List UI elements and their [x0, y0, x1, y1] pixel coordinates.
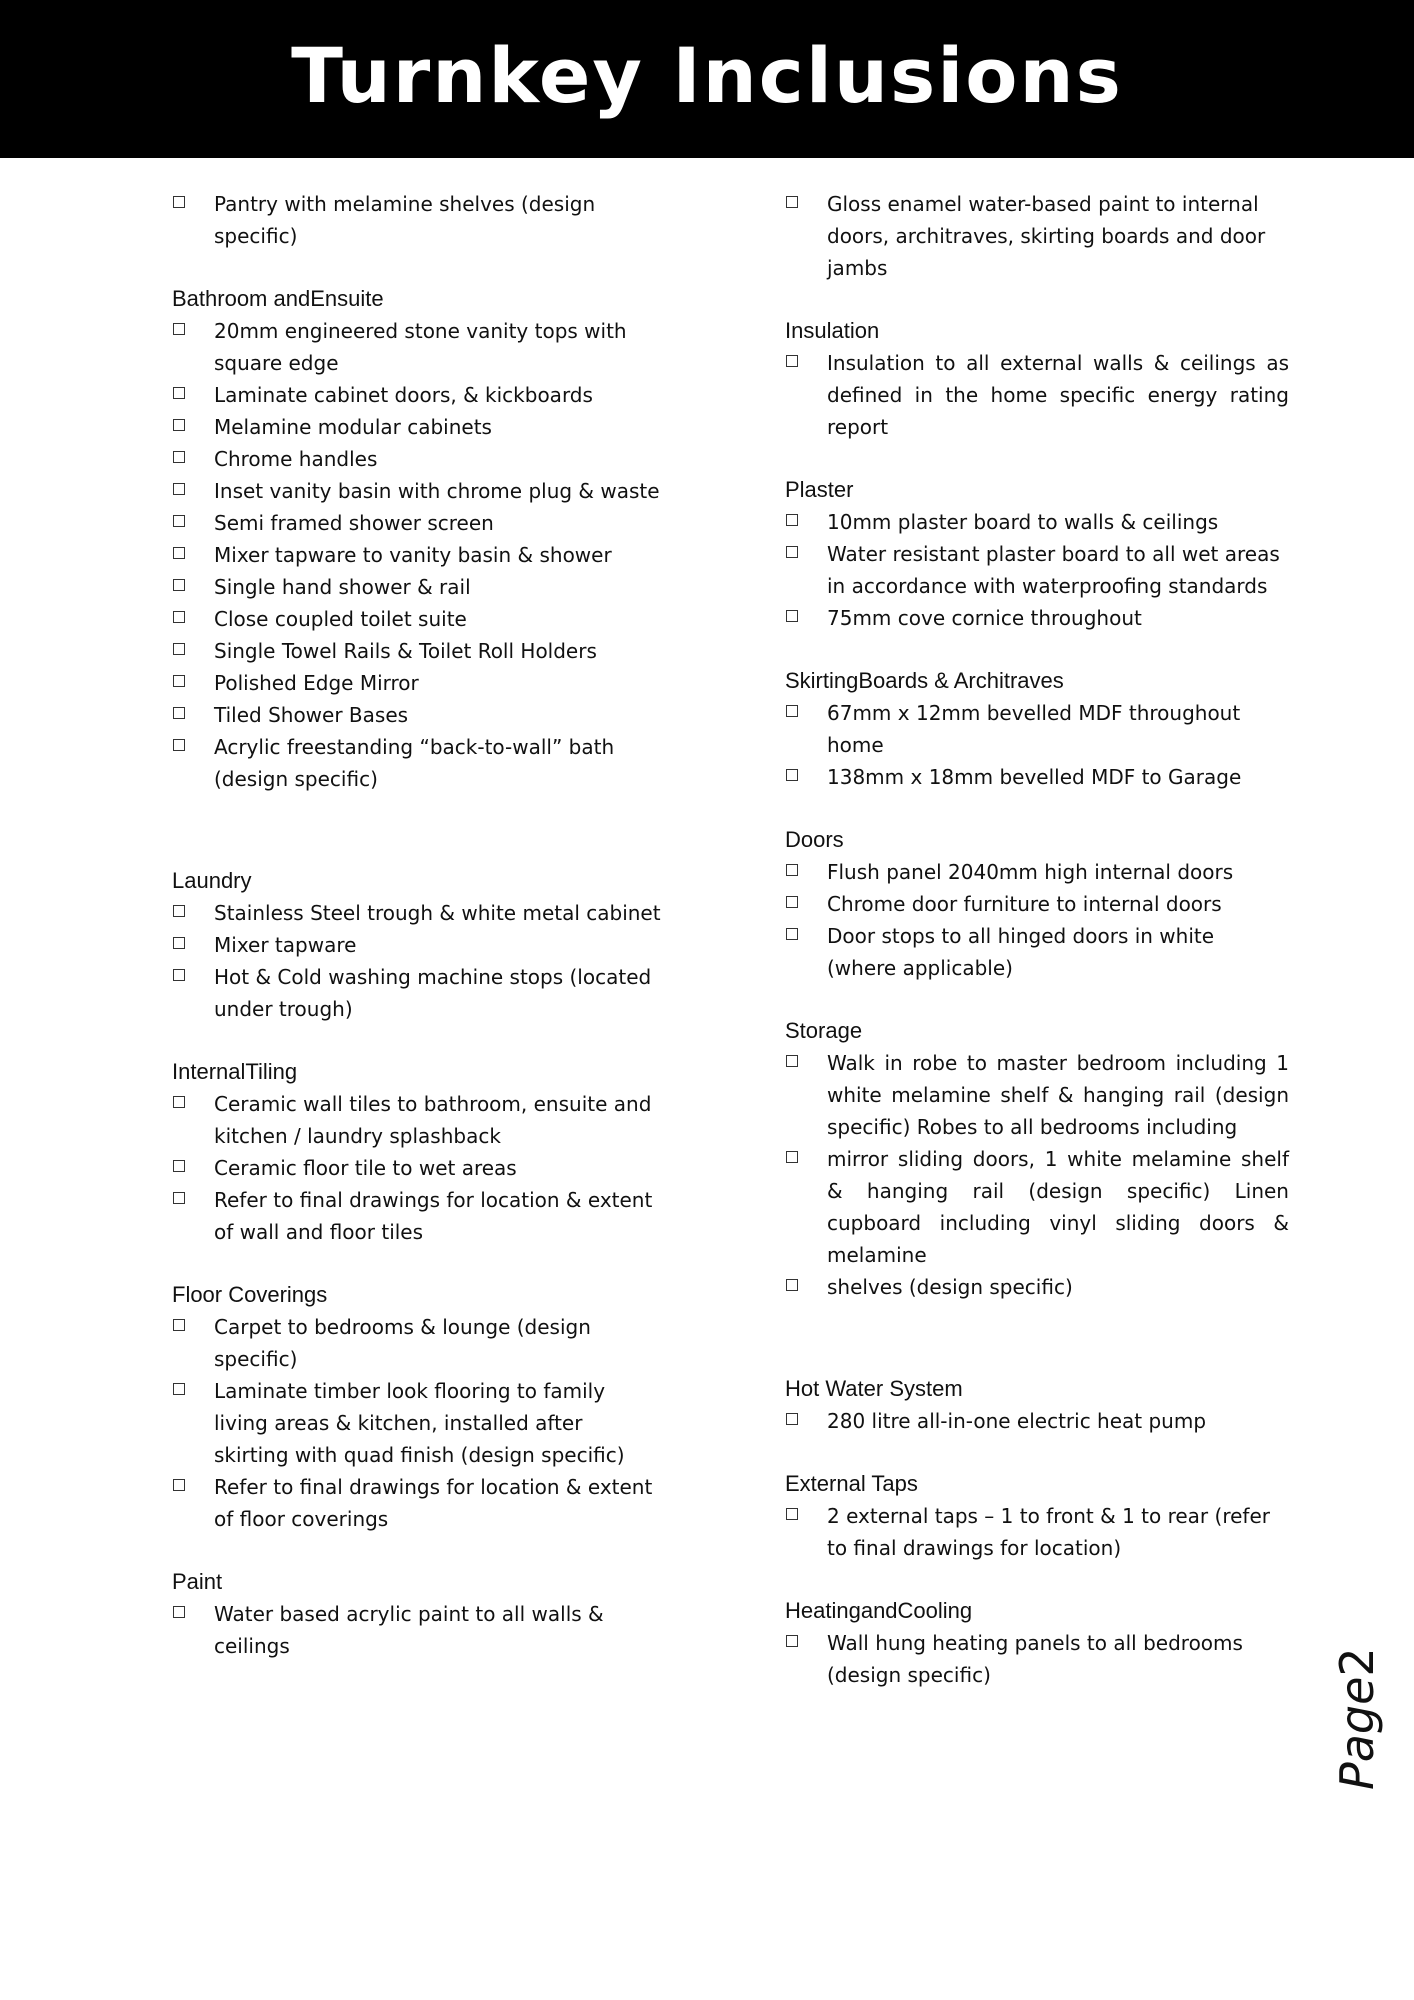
- checklist-item: Single Towel Rails & Toilet Roll Holders: [172, 635, 662, 667]
- checkbox-icon: [173, 1383, 185, 1395]
- section-heading: Plaster: [785, 477, 854, 502]
- checkbox-icon: [173, 1160, 185, 1172]
- section-internal-tiling: [172, 1056, 662, 1248]
- section-heading: SkirtingBoards & Architraves: [785, 668, 1064, 693]
- checkbox-icon: [173, 707, 185, 719]
- checklist-item: Door stops to all hinged doors in white (where applicable): [785, 920, 1289, 984]
- checkbox-icon: [786, 1635, 798, 1647]
- checklist-item: Stainless Steel trough & white metal cabinet: [172, 897, 662, 929]
- checklist-item: Semi framed shower screen: [172, 507, 662, 539]
- section-storage: [785, 1015, 1289, 1303]
- section-heading: External Taps: [785, 1471, 918, 1496]
- checklist-item: 75mm cove cornice throughout: [785, 602, 1289, 634]
- checklist-item: mirror sliding doors, 1 white melamine shelf & hanging rail (design specific) Linen cupboard including vinyl sliding doors & melamine: [785, 1143, 1289, 1271]
- checkbox-icon: [173, 451, 185, 463]
- checkbox-icon: [173, 196, 185, 208]
- section-laundry: [172, 865, 662, 1025]
- checkbox-icon: [173, 611, 185, 623]
- checkbox-icon: [173, 643, 185, 655]
- checklist-item: 20mm engineered stone vanity tops with square edge: [172, 315, 662, 379]
- checklist-item: Laminate timber look flooring to family living areas & kitchen, installed after skirting with quad finish (design specific): [172, 1375, 662, 1471]
- section-heading: Paint: [172, 1569, 223, 1594]
- checklist-item: Laminate cabinet doors, & kickboards: [172, 379, 662, 411]
- checklist-item: Hot & Cold washing machine stops (located under trough): [172, 961, 662, 1025]
- checkbox-icon: [173, 739, 185, 751]
- section-heading: Bathroom andEnsuite: [172, 286, 384, 311]
- checklist-item: Refer to final drawings for location & extent of wall and floor tiles: [172, 1184, 662, 1248]
- section-heading: Storage: [785, 1018, 863, 1043]
- checkbox-icon: [786, 1508, 798, 1520]
- checkbox-icon: [173, 1606, 185, 1618]
- checklist-item: 280 litre all-in-one electric heat pump: [785, 1405, 1289, 1437]
- checklist-item: Polished Edge Mirror: [172, 667, 662, 699]
- checkbox-icon: [786, 1279, 798, 1291]
- checklist-item: Wall hung heating panels to all bedrooms (design specific): [785, 1627, 1289, 1691]
- checkbox-icon: [786, 896, 798, 908]
- checklist-item: Mixer tapware to vanity basin & shower: [172, 539, 662, 571]
- checklist-item: Tiled Shower Bases: [172, 699, 662, 731]
- checklist-item: Ceramic wall tiles to bathroom, ensuite and kitchen / laundry splashback: [172, 1088, 662, 1152]
- checkbox-icon: [173, 419, 185, 431]
- checklist-item: Mixer tapware: [172, 929, 662, 961]
- section-heading: Hot Water System: [785, 1376, 963, 1401]
- section-heading: Insulation: [785, 318, 880, 343]
- checkbox-icon: [173, 323, 185, 335]
- section-plaster: [785, 474, 1289, 634]
- checkbox-icon: [173, 483, 185, 495]
- section-skirting: [785, 665, 1289, 793]
- section-external-taps: [785, 1468, 1289, 1564]
- page-title: Turnkey Inclusions: [291, 30, 1123, 120]
- checkbox-icon: [786, 514, 798, 526]
- section-paint-continued: [785, 188, 1289, 284]
- page-label: Page: [1330, 1676, 1384, 1790]
- section-floor-coverings: [172, 1279, 662, 1535]
- checkbox-icon: [173, 515, 185, 527]
- checkbox-icon: [173, 969, 185, 981]
- checklist-item: 138mm x 18mm bevelled MDF to Garage: [785, 761, 1289, 793]
- checkbox-icon: [786, 1413, 798, 1425]
- checkbox-icon: [786, 928, 798, 940]
- right-column: [785, 188, 1289, 1722]
- checklist-item: Inset vanity basin with chrome plug & waste: [172, 475, 662, 507]
- section-heating-cooling: [785, 1595, 1289, 1691]
- page-header: [0, 0, 1414, 158]
- checkbox-icon: [173, 1479, 185, 1491]
- checkbox-icon: [786, 705, 798, 717]
- section-insulation: [785, 315, 1289, 443]
- left-column: [172, 188, 662, 1693]
- checkbox-icon: [786, 546, 798, 558]
- checklist-item: Water based acrylic paint to all walls & ceilings: [172, 1598, 662, 1662]
- page-number-value: 2: [1330, 1647, 1384, 1677]
- checkbox-icon: [173, 579, 185, 591]
- checklist-item: Insulation to all external walls & ceilings as defined in the home specific energy rating report: [785, 347, 1289, 443]
- checkbox-icon: [786, 196, 798, 208]
- checklist-item: Chrome handles: [172, 443, 662, 475]
- checkbox-icon: [173, 387, 185, 399]
- checklist-item: 67mm x 12mm bevelled MDF throughout home: [785, 697, 1289, 761]
- section-heading: Floor Coverings: [172, 1282, 328, 1307]
- section-doors: [785, 824, 1289, 984]
- checklist-item: Refer to final drawings for location & extent of floor coverings: [172, 1471, 662, 1535]
- checkbox-icon: [173, 905, 185, 917]
- checklist-item: 2 external taps – 1 to front & 1 to rear (refer to final drawings for location): [785, 1500, 1289, 1564]
- checkbox-icon: [786, 769, 798, 781]
- page-number: [1330, 1630, 1384, 1790]
- checklist-item: Water resistant plaster board to all wet areas in accordance with waterproofing standards: [785, 538, 1289, 602]
- checklist-item: Chrome door furniture to internal doors: [785, 888, 1289, 920]
- checkbox-icon: [173, 937, 185, 949]
- checklist-item: Carpet to bedrooms & lounge (design specific): [172, 1311, 662, 1375]
- section-pantry: [172, 188, 662, 252]
- checkbox-icon: [786, 355, 798, 367]
- checklist-item: 10mm plaster board to walls & ceilings: [785, 506, 1289, 538]
- checklist-item: Gloss enamel water-based paint to internal doors, architraves, skirting boards and door jambs: [785, 188, 1289, 284]
- checkbox-icon: [786, 1151, 798, 1163]
- checkbox-icon: [786, 1055, 798, 1067]
- checkbox-icon: [786, 864, 798, 876]
- checkbox-icon: [173, 547, 185, 559]
- checklist-item: Close coupled toilet suite: [172, 603, 662, 635]
- checklist-item: Acrylic freestanding “back-to-wall” bath (design specific): [172, 731, 662, 795]
- checklist-item: shelves (design specific): [785, 1271, 1289, 1303]
- checkbox-icon: [173, 1319, 185, 1331]
- section-heading: InternalTiling: [172, 1059, 298, 1084]
- section-hot-water: [785, 1373, 1289, 1437]
- section-paint: [172, 1566, 662, 1662]
- checklist-item: Single hand shower & rail: [172, 571, 662, 603]
- section-heading: Laundry: [172, 868, 252, 893]
- section-heading: Doors: [785, 827, 844, 852]
- checklist-item: Walk in robe to master bedroom including 1 white melamine shelf & hanging rail (design specific) Robes to all bedrooms including: [785, 1047, 1289, 1143]
- checkbox-icon: [173, 1192, 185, 1204]
- checkbox-icon: [173, 1096, 185, 1108]
- section-bathroom: [172, 283, 662, 795]
- checklist-item: Ceramic floor tile to wet areas: [172, 1152, 662, 1184]
- checklist-item: Flush panel 2040mm high internal doors: [785, 856, 1289, 888]
- checkbox-icon: [786, 610, 798, 622]
- checkbox-icon: [173, 675, 185, 687]
- section-heading: HeatingandCooling: [785, 1598, 973, 1623]
- checklist-item: Pantry with melamine shelves (design specific): [172, 188, 662, 252]
- checklist-item: Melamine modular cabinets: [172, 411, 662, 443]
